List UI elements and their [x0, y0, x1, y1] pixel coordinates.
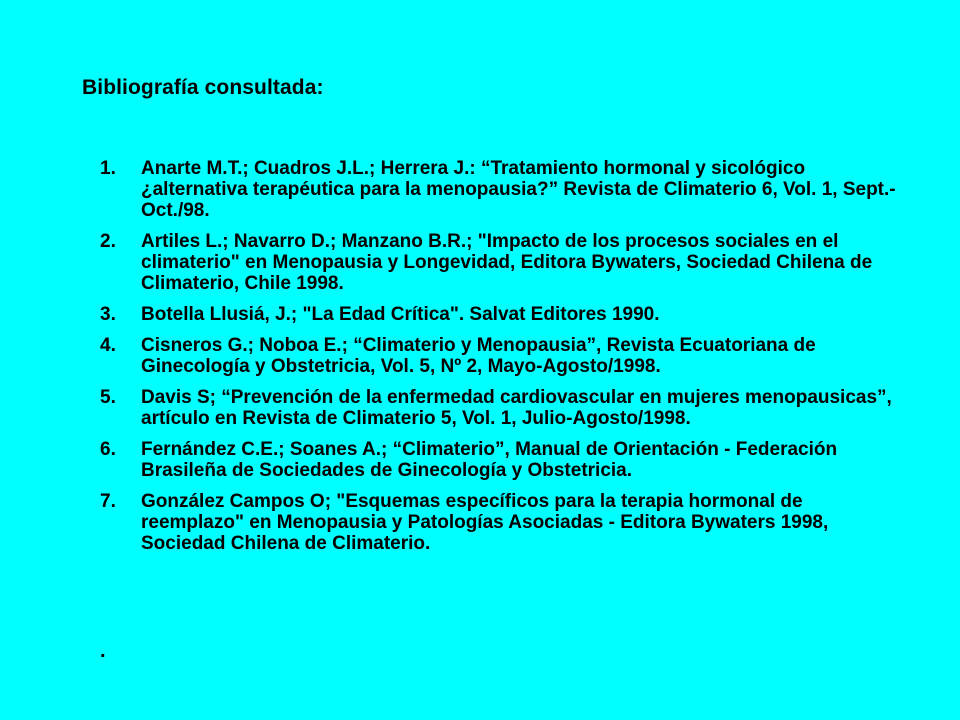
- reference-text: González Campos O; "Esquemas específicos para la terapia hormonal de reemplazo" en Menopausia y Patologías Asociadas - Editora Bywaters 1998, Sociedad Chilena de Climaterio.: [141, 491, 829, 554]
- reference-number: 7.: [100, 491, 116, 512]
- reference-text: Botella Llusiá, J.; "La Edad Crítica". Salvat Editores 1990.: [141, 304, 660, 325]
- reference-text: Anarte M.T.; Cuadros J.L.; Herrera J.: “Tratamiento hormonal y sicológico ¿alternativa terapéutica para la menopausia?” Revista de Climaterio 6, Vol. 1, Sept.-Oct./98.: [141, 158, 896, 221]
- reference-number: 6.: [100, 439, 116, 460]
- reference-text: Fernández C.E.; Soanes A.; “Climaterio”, Manual de Orientación - Federación Brasileña de Sociedades de Ginecología y Obstetricia.: [141, 439, 838, 481]
- reference-number: 2.: [100, 231, 116, 252]
- reference-item: [98, 231, 898, 294]
- reference-list: [98, 158, 898, 564]
- reference-number: 1.: [100, 158, 116, 179]
- reference-item: [98, 387, 898, 429]
- trailing-dot: .: [100, 640, 106, 662]
- reference-item: [98, 491, 898, 554]
- reference-number: 3.: [100, 304, 116, 325]
- reference-item: [98, 335, 898, 377]
- reference-item: [98, 439, 898, 481]
- reference-text: Artiles L.; Navarro D.; Manzano B.R.; "Impacto de los procesos sociales en el climaterio" en Menopausia y Longevidad, Editora Bywaters, Sociedad Chilena de Climaterio, Chile 1998.: [141, 231, 873, 294]
- slide-title: Bibliografía consultada:: [82, 76, 324, 99]
- reference-item: [98, 158, 898, 221]
- reference-number: 4.: [100, 335, 116, 356]
- reference-text: Davis S; “Prevención de la enfermedad cardiovascular en mujeres menopausicas”, artículo en Revista de Climaterio 5, Vol. 1, Julio-Agosto/1998.: [141, 387, 892, 429]
- reference-text: Cisneros G.; Noboa E.; “Climaterio y Menopausia”, Revista Ecuatoriana de Ginecología y Obstetricia, Vol. 5, Nº 2, Mayo-Agosto/1998.: [141, 335, 816, 377]
- reference-number: 5.: [100, 387, 116, 408]
- reference-item: [98, 304, 898, 325]
